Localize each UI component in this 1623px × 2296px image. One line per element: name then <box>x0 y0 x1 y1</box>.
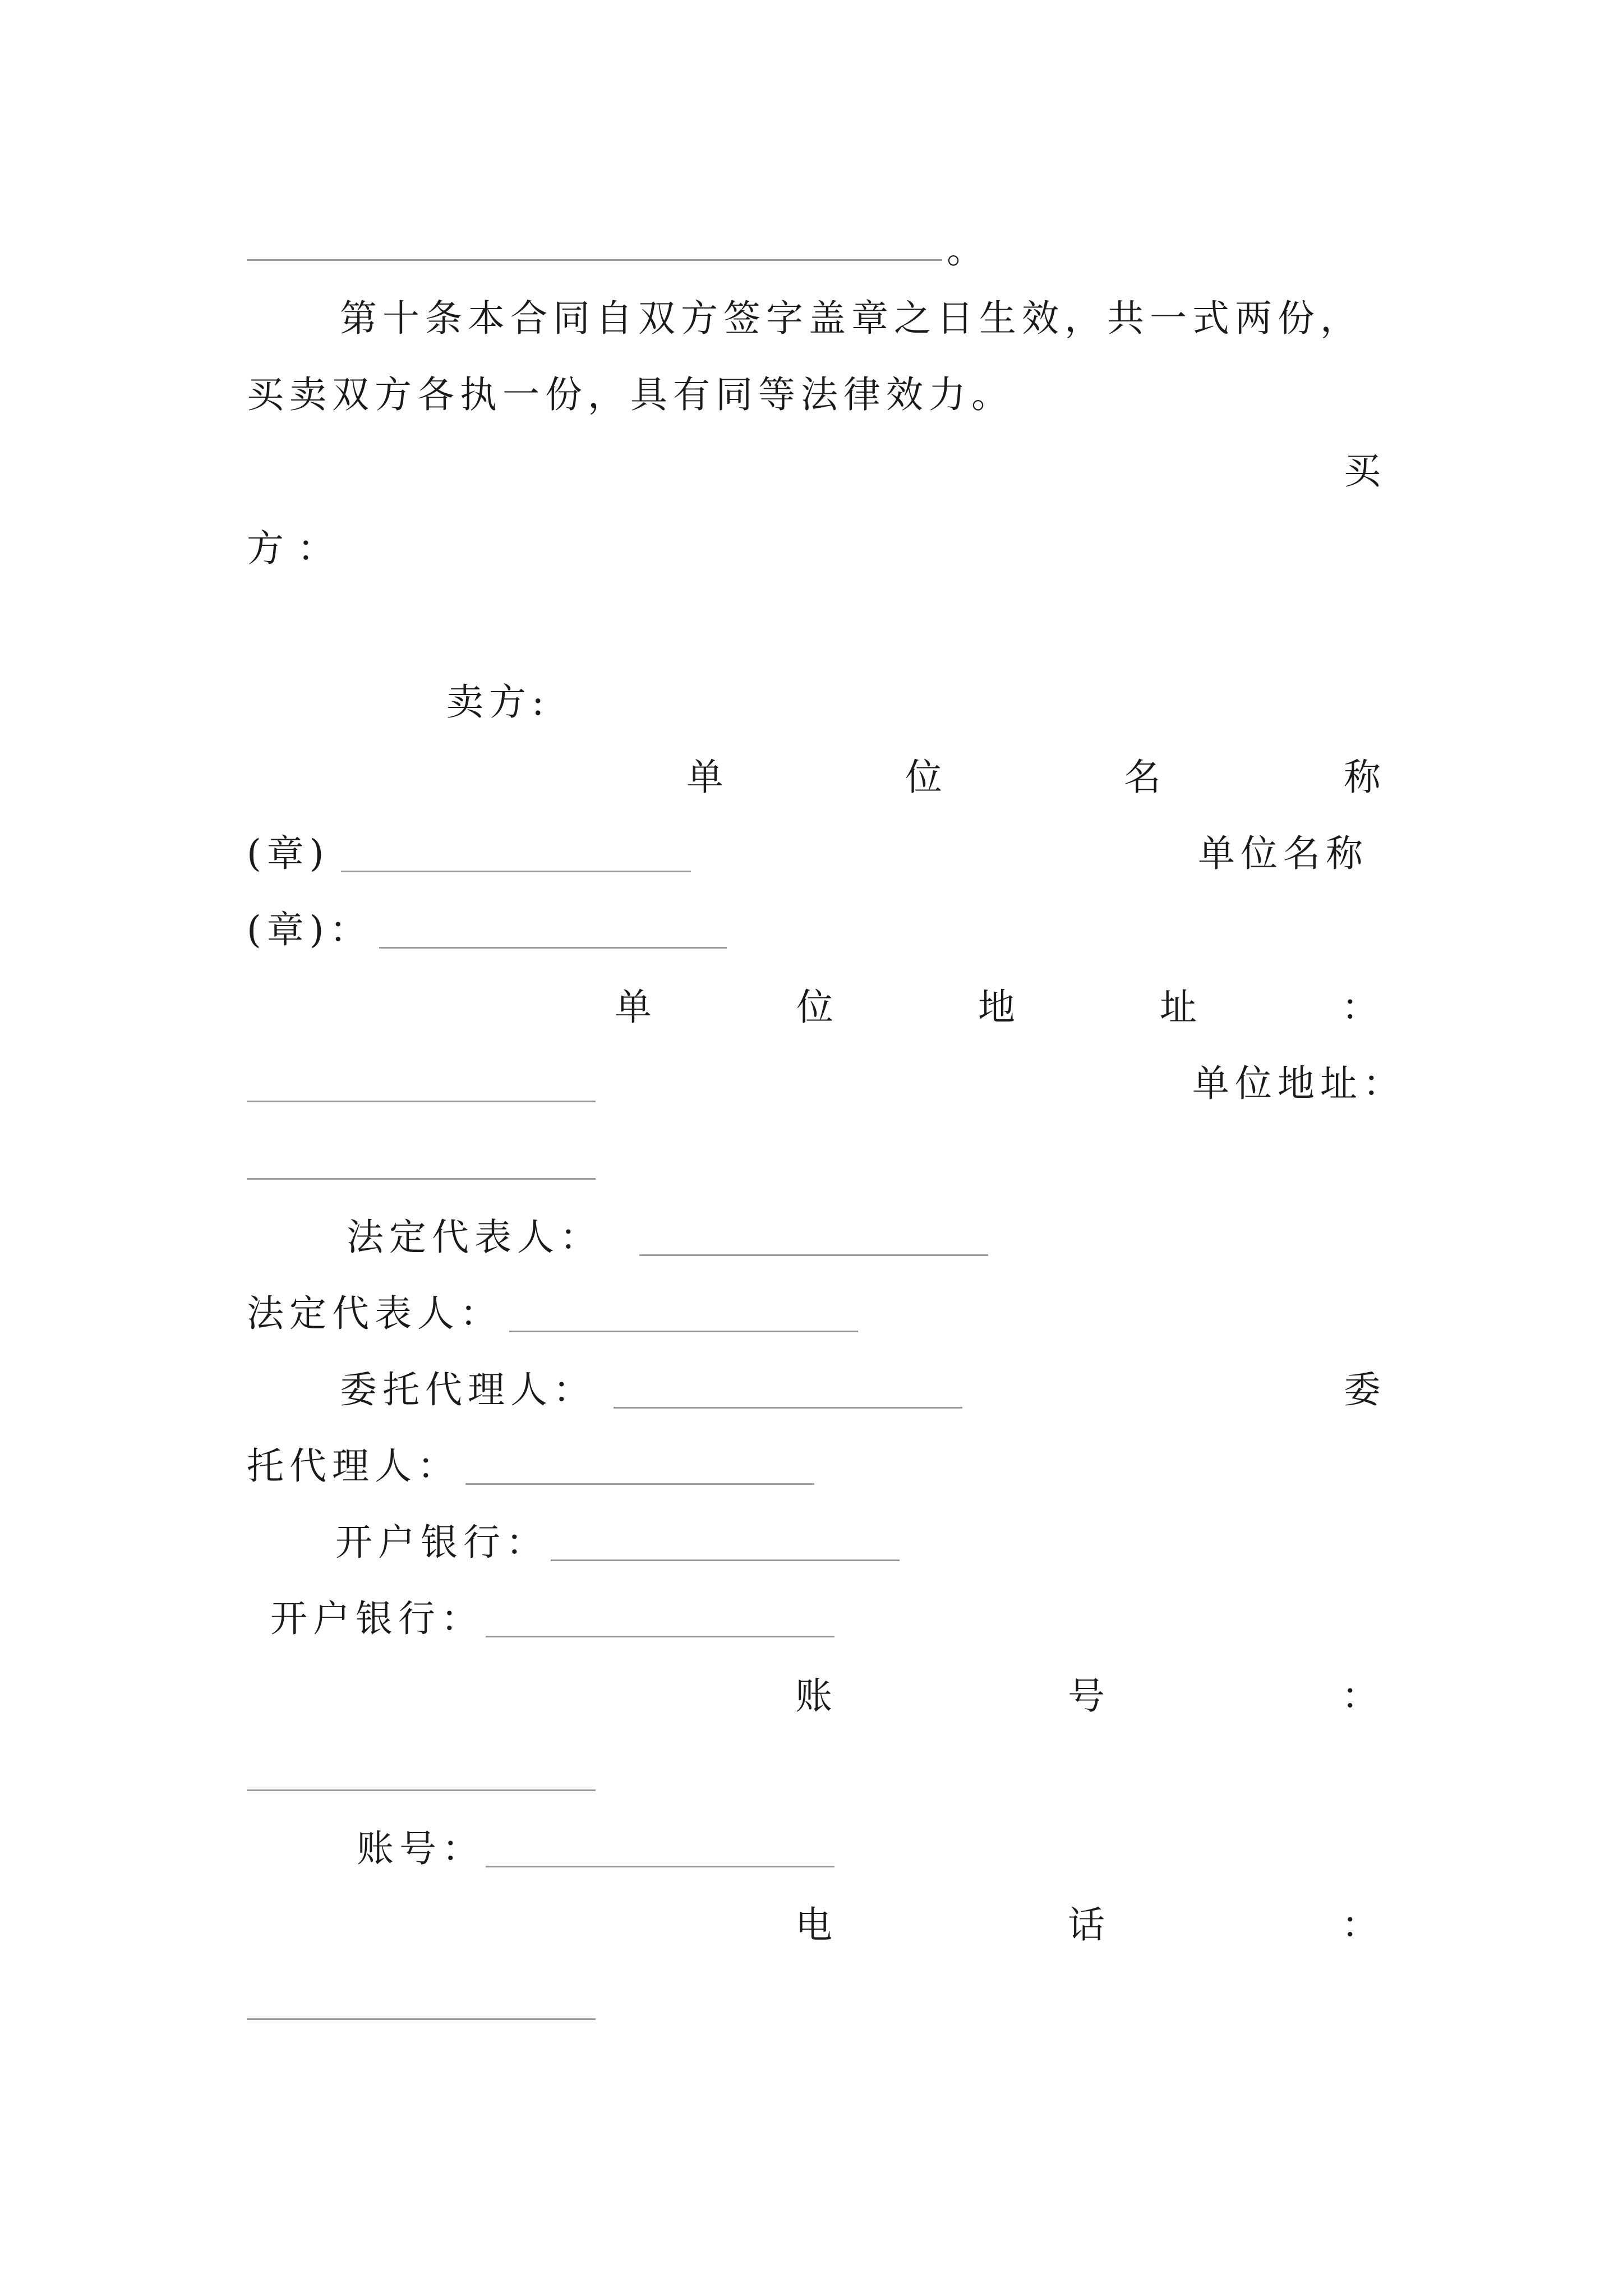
phone-char: 电 <box>795 1903 832 1947</box>
account-char: 号 <box>1068 1674 1105 1718</box>
buyer-account-field[interactable] <box>247 1789 596 1791</box>
phone-char: 话 <box>1068 1903 1105 1947</box>
blank-line[interactable] <box>247 259 942 261</box>
unit-address-char: 单 <box>615 986 652 1029</box>
buyer-phone-field[interactable] <box>247 2018 596 2020</box>
seller-bank-field[interactable] <box>486 1636 834 1637</box>
seller-unit-address-field[interactable] <box>247 1178 596 1180</box>
buyer-label-char: 买 <box>1344 449 1386 493</box>
unit-address-char: 位 <box>796 986 833 1029</box>
seal-label: (章) <box>247 832 330 875</box>
buyer-label-char: 方 <box>247 527 289 570</box>
buyer-agent-field[interactable] <box>614 1407 962 1409</box>
buyer-legal-rep-field[interactable] <box>639 1254 988 1256</box>
article-10-line-2: 买卖双方各执一份，具有同等法律效力。 <box>247 373 1014 416</box>
seller-legal-rep-label: 法定代表人： <box>247 1292 502 1335</box>
seller-account-field[interactable] <box>486 1866 834 1867</box>
seller-agent-label-char: 委 <box>1344 1368 1386 1411</box>
phone-char: ： <box>1341 1903 1378 1947</box>
account-char: ： <box>1341 1674 1378 1718</box>
period-mark: 。 <box>947 228 989 272</box>
account-char: 账 <box>795 1674 832 1718</box>
buyer-bank-field[interactable] <box>551 1559 900 1561</box>
seller-agent-label: 托代理人： <box>247 1444 460 1488</box>
unit-name-char: 单 <box>686 756 723 799</box>
seller-bank-label: 开户银行： <box>270 1597 483 1640</box>
unit-address-char: 址 <box>1160 986 1197 1029</box>
unit-name-char: 名 <box>1124 756 1161 799</box>
seller-label: 卖方: <box>446 680 550 724</box>
seller-unit-address-label: 单位地址： <box>1192 1062 1405 1105</box>
seller-account-label: 账号： <box>357 1827 485 1870</box>
buyer-unit-name-field[interactable] <box>341 871 691 872</box>
unit-name-char: 位 <box>905 756 942 799</box>
buyer-agent-label: 委托代理人： <box>340 1368 596 1411</box>
unit-name-char: 称 <box>1344 756 1381 799</box>
article-10-line-1: 第十条本合同自双方签字盖章之日生效，共一式两份， <box>340 297 1363 340</box>
buyer-unit-address-field[interactable] <box>247 1101 596 1102</box>
seller-unit-name-field[interactable] <box>379 947 727 949</box>
seller-unit-name-label: 单位名称 <box>1198 832 1368 875</box>
buyer-label-colon: ： <box>297 527 340 570</box>
unit-address-char: 地 <box>978 986 1015 1029</box>
seller-agent-field[interactable] <box>465 1483 814 1485</box>
buyer-bank-label: 开户银行： <box>335 1521 548 1564</box>
buyer-legal-rep-label: 法定代表人： <box>347 1216 602 1259</box>
seller-legal-rep-field[interactable] <box>509 1331 858 1332</box>
seal-label: (章)： <box>247 908 372 951</box>
unit-address-char: ： <box>1341 986 1378 1029</box>
